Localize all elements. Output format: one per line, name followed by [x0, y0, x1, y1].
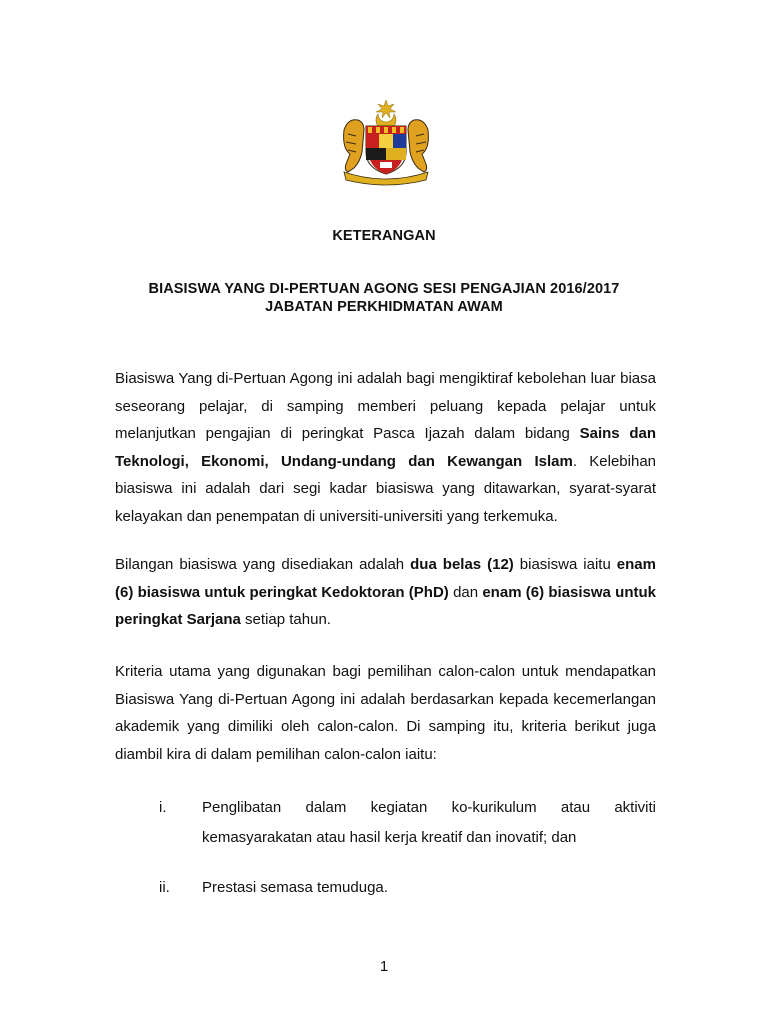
- list-item-1-number: i.: [159, 799, 167, 816]
- paragraph-1-text-c: . Kelebihan biasiswa ini adalah dari segi kadar biasiswa yang ditawarkan, syarat-syarat kelayakan dan penempatan di universiti-universiti yang terkemuka.: [115, 452, 657, 525]
- list-item-1-text: Penglibatan dalam kegiatan ko-kurikulum atau aktiviti kemasyarakatan atau hasil kerja kreatif dan inovatif; dan: [202, 799, 656, 846]
- document-subtitle-line2: JABATAN PERKHIDMATAN AWAM: [265, 299, 503, 315]
- paragraph-2-text-a: Bilangan biasiswa yang disediakan adalah: [115, 556, 411, 573]
- paragraph-2-text-g: setiap tahun.: [240, 611, 331, 628]
- coat-of-arms-emblem: [330, 100, 442, 186]
- paragraph-2-text-e: dan: [448, 583, 483, 601]
- paragraph-2-text-c: biasiswa iaitu: [513, 556, 617, 573]
- paragraph-1: [115, 365, 656, 530]
- list-item-2-number: ii.: [159, 879, 170, 896]
- list-item-2-text: Prestasi semasa temuduga.: [202, 879, 388, 896]
- coat-of-arms-icon: [330, 100, 442, 186]
- paragraph-2-bold-total: dua belas (12): [410, 556, 514, 573]
- paragraph-1-bold-fields: Sains dan Teknologi, Ekonomi, Undang-undang dan Kewangan Islam: [115, 425, 657, 470]
- paragraph-3: Kriteria utama yang digunakan bagi pemilihan calon-calon untuk mendapatkan Biasiswa Yang di-Pertuan Agong ini adalah berdasarkan kepada kecemerlangan akademik yang dimiliki oleh calon-calon. Di samping itu, kriteria berikut juga diambil kira di dalam pemilihan calon-calon iaitu:: [115, 663, 656, 763]
- paragraph-1-text-a: Biasiswa Yang di-Pertuan Agong ini adalah bagi mengiktiraf kebolehan luar biasa seseorang pelajar, di samping memberi peluang kepada pelajar untuk melanjutkan pengajian di peringkat Pasca Ijazah dalam bidang: [115, 370, 656, 442]
- page-number: 1: [379, 958, 389, 975]
- paragraph-2: [115, 551, 656, 634]
- document-subtitle-line1: BIASISWA YANG DI-PERTUAN AGONG SESI PENGAJIAN 2016/2017: [148, 281, 620, 297]
- paragraph-2-bold-sarjana: enam (6) biasiswa untuk peringkat Sarjana: [115, 583, 656, 628]
- paragraph-2-bold-phd: enam (6) biasiswa untuk peringkat Kedoktoran (PhD): [115, 556, 656, 601]
- document-title: KETERANGAN: [332, 228, 436, 244]
